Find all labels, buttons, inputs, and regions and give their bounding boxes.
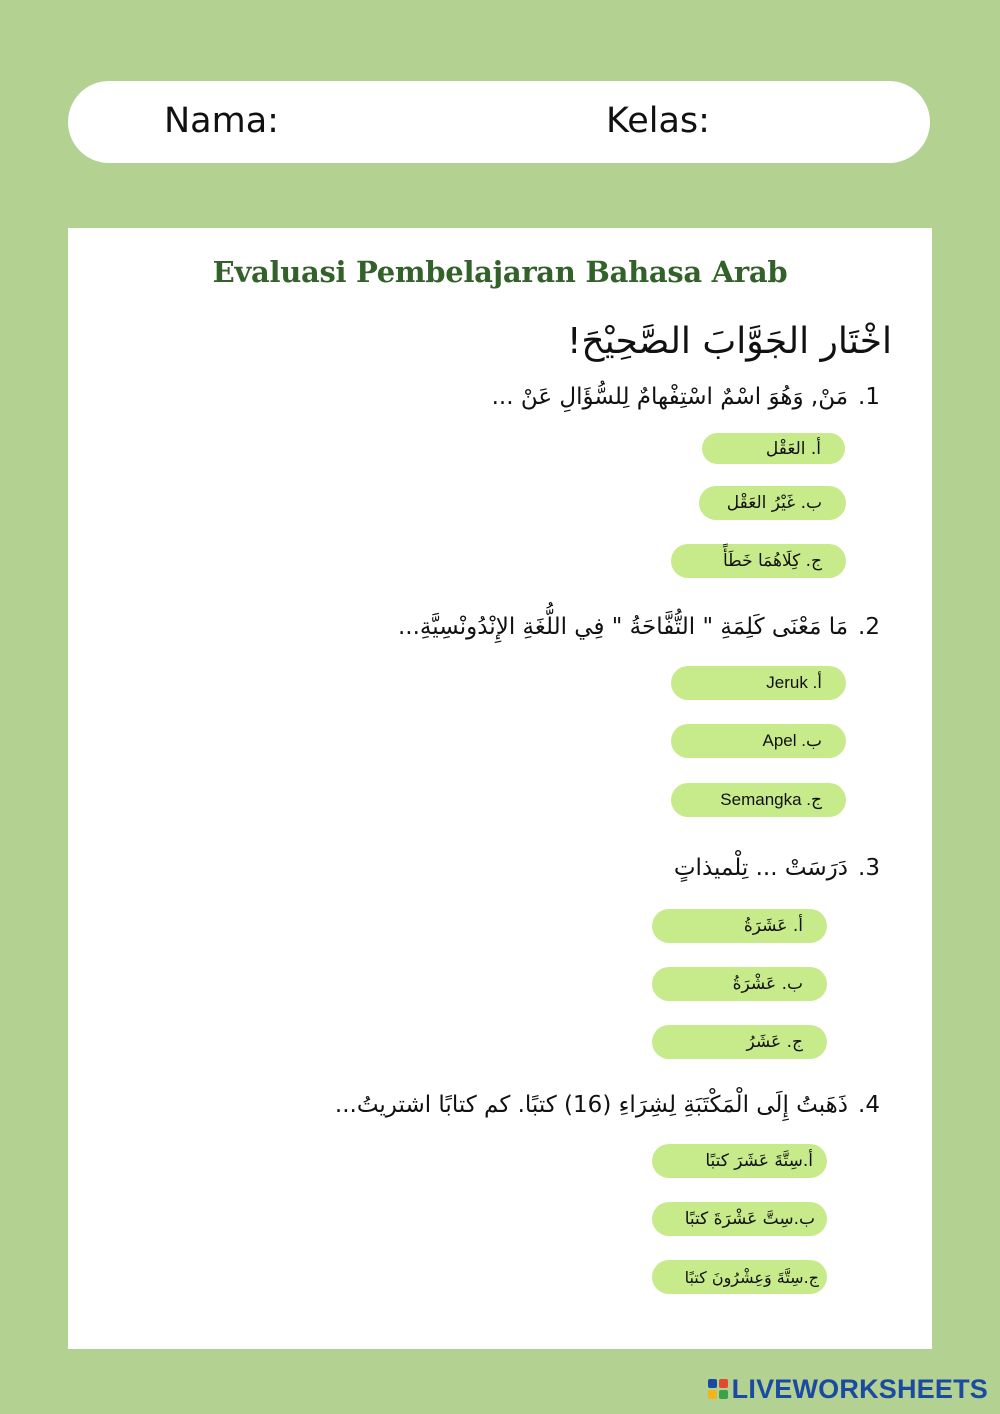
answer-option[interactable]: ب. غَيْرُ العَقْل <box>699 486 846 520</box>
answer-option[interactable]: أ. العَقْل <box>702 433 845 464</box>
answer-option[interactable]: ب.سِتَّ عَشْرَةَ كتبًا <box>652 1202 827 1236</box>
question-number: 4. <box>858 1092 880 1118</box>
student-info-bar <box>68 81 930 163</box>
worksheet-title: Evaluasi Pembelajaran Bahasa Arab <box>212 255 788 289</box>
question-3 <box>674 855 880 881</box>
answer-option[interactable]: أ. عَشَرَةُ <box>652 909 827 943</box>
instruction-text: اخْتَار الجَوَّابَ الصَّحِيْحَ! <box>566 321 892 362</box>
question-number: 3. <box>858 855 880 881</box>
answer-option[interactable]: أ. Jeruk <box>671 666 846 700</box>
question-2 <box>398 614 880 640</box>
question-text: دَرَسَتْ ... تِلْميذاتٍ <box>673 855 849 881</box>
question-1 <box>492 384 880 410</box>
answer-option[interactable]: أ.سِتَّةَ عَشَرَ كتبًا <box>652 1144 827 1178</box>
answer-option[interactable]: ج. عَشَرُ <box>652 1025 827 1059</box>
answer-option[interactable]: ج.سِتَّةَ وَعِشْرُونَ كتبًا <box>652 1260 827 1294</box>
question-number: 2. <box>858 614 880 640</box>
answer-option[interactable]: ب. عَشْرَةُ <box>652 967 827 1001</box>
question-text: ذَهَبتُ إِلَى الْمَكْتَبَةِ لِشِرَاءِ (16) كتبًا. كم كتابًا اشتريتُ... <box>334 1092 849 1118</box>
answer-option[interactable]: ج. Semangka <box>671 783 846 817</box>
question-text: مَا مَعْنَى كَلِمَةِ " التُّفَّاحَةُ " فِي اللُّغَةِ الإِنْدُونْسِيَّةِ... <box>398 614 849 640</box>
name-label: Nama: <box>164 101 279 141</box>
worksheet-panel <box>68 228 932 1349</box>
liveworksheets-logo-mark <box>708 1379 728 1399</box>
answer-option[interactable]: ب. Apel <box>671 724 846 758</box>
question-text: مَنْ, وَهُوَ اسْمٌ اسْتِفْهامٌ لِلسُّؤَالِ عَنْ ... <box>491 384 849 410</box>
question-4 <box>335 1092 880 1118</box>
class-label: Kelas: <box>606 101 710 141</box>
answer-option[interactable]: ج. كِلَاهُمَا خَطَأً <box>671 544 846 578</box>
question-number: 1. <box>858 384 880 410</box>
liveworksheets-logo-text: LIVEWORKSHEETS <box>731 1373 988 1404</box>
liveworksheets-logo <box>708 1374 988 1404</box>
